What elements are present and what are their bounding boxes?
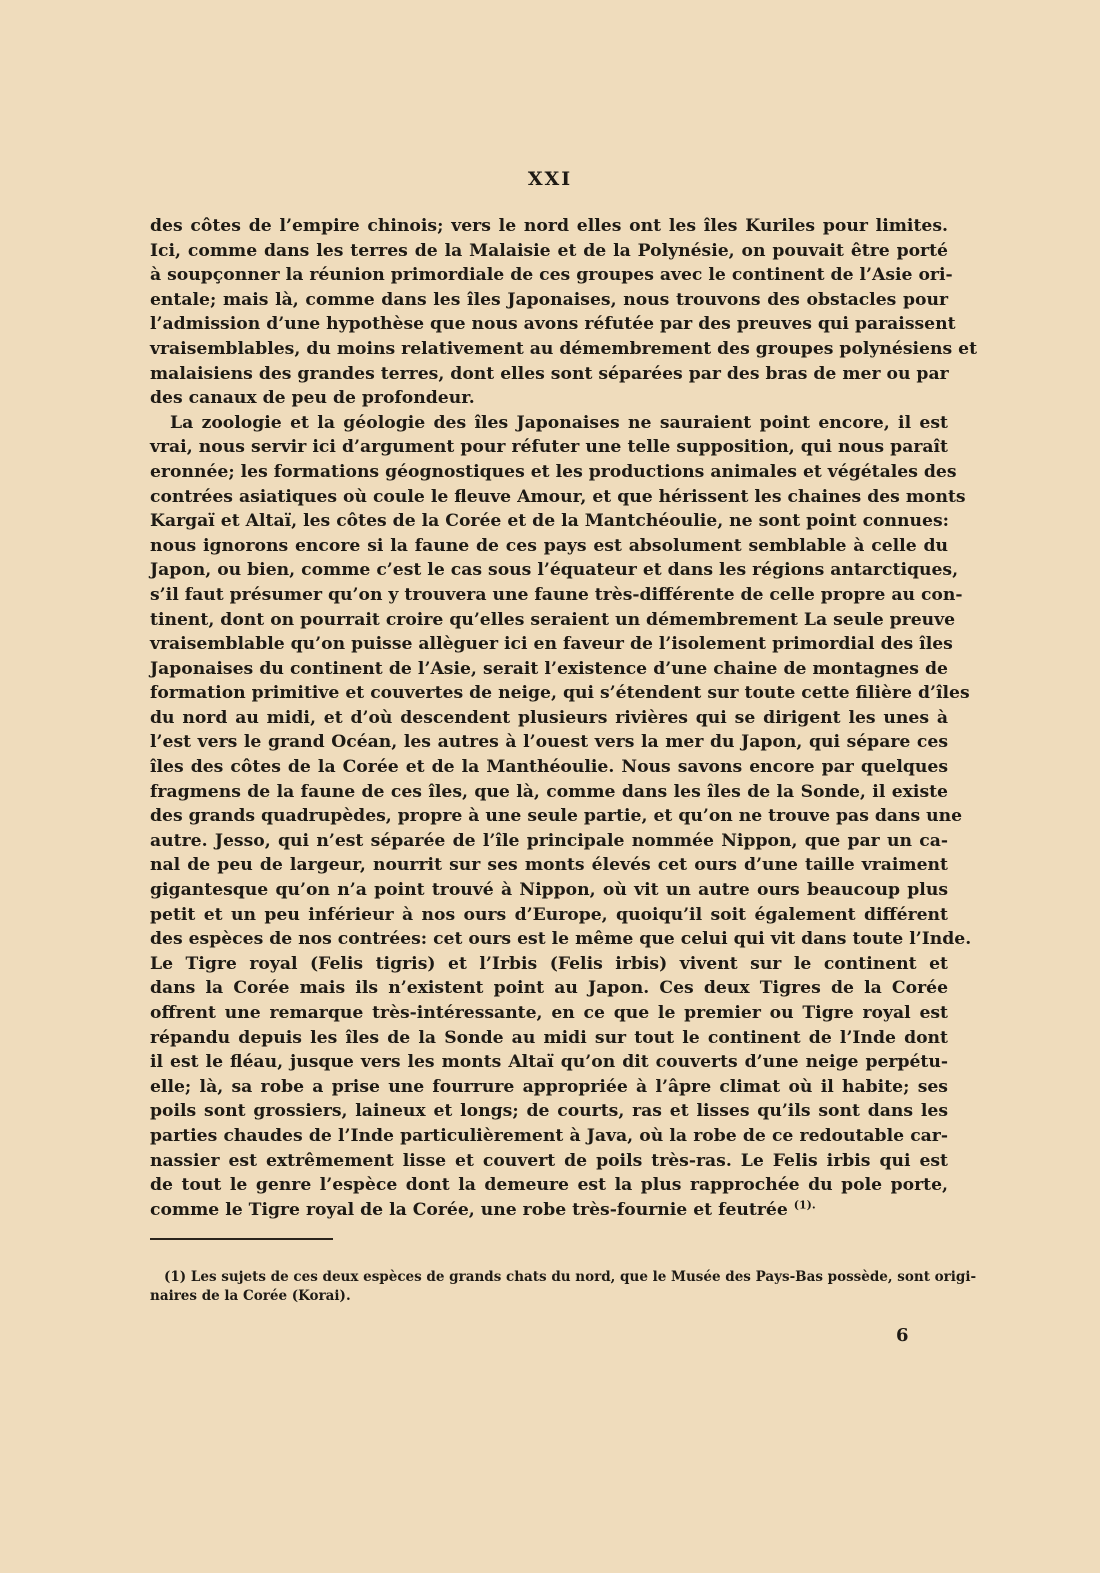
text-line: offrent une remarque très-intéressante, en ce que le premier ou Tigre royal est [150, 1003, 948, 1023]
text-line: parties chaudes de l’Inde particulièrement à Java, où la robe de ce redoutable car- [150, 1125, 948, 1146]
text-line: elle; là, sa robe a prise une fourrure appropriée à l’âpre climat où il habite; ses [150, 1076, 948, 1097]
text-line: vrai, nous servir ici d’argument pour réfuter une telle supposition, qui nous paraît [150, 437, 948, 458]
footnote-line: (1) Les sujets de ces deux espèces de grands chats du nord, que le Musée des Pays-Bas possède, sont origi- [164, 1269, 977, 1285]
text-line: tinent, dont on pourrait croire qu’elles seraient un démembrement La seule preuve [150, 609, 956, 630]
text-line: Ici, comme dans les terres de la Malaisie et de la Polynésie, on pouvait être porté [150, 240, 948, 261]
text-line: l’est vers le grand Océan, les autres à l’ouest vers la mer du Japon, qui sépare ces [150, 732, 948, 753]
final-line-text: comme le Tigre royal de la Corée, une robe très-fournie et feutrée [150, 1199, 788, 1220]
text-line: répandu depuis les îles de la Sonde au midi sur tout le continent de l’Inde dont [150, 1027, 948, 1048]
text-line: des côtes de l’empire chinois; vers le nord elles ont les îles Kuriles pour limites. [150, 216, 948, 236]
text-line: nous ignorons encore si la faune de ces pays est absolument semblable à celle du [150, 535, 948, 556]
text-line: l’admission d’une hypothèse que nous avons réfutée par des preuves qui paraissent [150, 314, 956, 335]
text-line: Kargaï et Altaï, les côtes de la Corée et de la Mantchéoulie, ne sont point connues: [150, 511, 949, 532]
text-line: petit et un peu inférieur à nos ours d’Europe, quoiqu’il soit également différent [150, 904, 948, 925]
text-line: nassier est extrêmement lisse et couvert de poils très-ras. Le Felis irbis qui est [150, 1150, 948, 1171]
text-line: s’il faut présumer qu’on y trouvera une faune très-différente de celle propre au con- [150, 584, 963, 605]
text-line: îles des côtes de la Corée et de la Manthéoulie. Nous savons encore par quelques [150, 757, 948, 778]
text-line: Le Tigre royal (Felis tigris) et l’Irbis (Felis irbis) vivent sur le continent et [150, 953, 948, 974]
text-line: du nord au midi, et d’où descendent plusieurs rivières qui se dirigent les unes à [150, 707, 948, 728]
text-line: des grands quadrupèdes, propre à une seule partie, et qu’on ne trouve pas dans une [150, 806, 963, 827]
footnote-reference[interactable]: (1). [793, 1198, 816, 1212]
text-line: eronnée; les formations géognostiques et les productions animales et végétales des [150, 461, 957, 482]
text-line: fragmens de la faune de ces îles, que là, comme dans les îles de la Sonde, il existe [150, 781, 948, 802]
text-line: gigantesque qu’on n’a point trouvé à Nippon, où vit un autre ours beaucoup plus [150, 880, 948, 901]
text-line: entale; mais là, comme dans les îles Japonaises, nous trouvons des obstacles pour [150, 289, 948, 310]
footnote [150, 1268, 977, 1306]
text-line: Japon, ou bien, comme c’est le cas sous l’équateur et dans les régions antarctiques, [150, 560, 959, 581]
body-text [150, 214, 978, 1222]
text-line: des espèces de nos contrées: cet ours est le même que celui qui vit dans toute l’Inde. [150, 929, 972, 950]
text-line: La zoologie et la géologie des îles Japonaises ne sauraient point encore, il est [170, 412, 948, 433]
footnote-line: naires de la Corée (Korai). [150, 1288, 351, 1304]
text-line: Japonaises du continent de l’Asie, serait l’existence d’une chaine de montagnes de [150, 658, 948, 679]
text-line: malaisiens des grandes terres, dont elles sont séparées par des bras de mer ou par [150, 363, 949, 384]
text-line: il est le fléau, jusque vers les monts Altaï qu’on dit couverts d’une neige perpétu- [150, 1052, 948, 1073]
text-line: formation primitive et couvertes de neige, qui s’étendent sur toute cette filière d’îles [150, 683, 970, 704]
text-line: contrées asiatiques où coule le fleuve Amour, et que hérissent les chaines des monts [150, 486, 966, 507]
signature-mark: 6 [896, 1325, 909, 1346]
text-line: poils sont grossiers, laineux et longs; de courts, ras et lisses qu’ils sont dans les [150, 1101, 948, 1122]
text-line: dans la Corée mais ils n’existent point au Japon. Ces deux Tigres de la Corée [150, 978, 948, 999]
text-line-final [150, 1198, 948, 1223]
text-line: à soupçonner la réunion primordiale de ces groupes avec le continent de l’Asie ori- [150, 265, 953, 286]
page-number-header: XXI [527, 168, 573, 190]
text-line: autre. Jesso, qui n’est séparée de l’île principale nommée Nippon, que par un ca- [150, 830, 948, 851]
text-line: nal de peu de largeur, nourrit sur ses monts élevés cet ours d’une taille vraiment [150, 855, 948, 876]
text-line: vraisemblable qu’on puisse allèguer ici en faveur de l’isolement primordial des îles [150, 634, 953, 655]
footnote-divider [150, 1238, 333, 1240]
text-line: vraisemblables, du moins relativement au démembrement des groupes polynésiens et [150, 338, 978, 359]
text-line: des canaux de peu de profondeur. [150, 388, 475, 409]
text-line: de tout le genre l’espèce dont la demeure est la plus rapprochée du pole porte, [150, 1175, 948, 1196]
